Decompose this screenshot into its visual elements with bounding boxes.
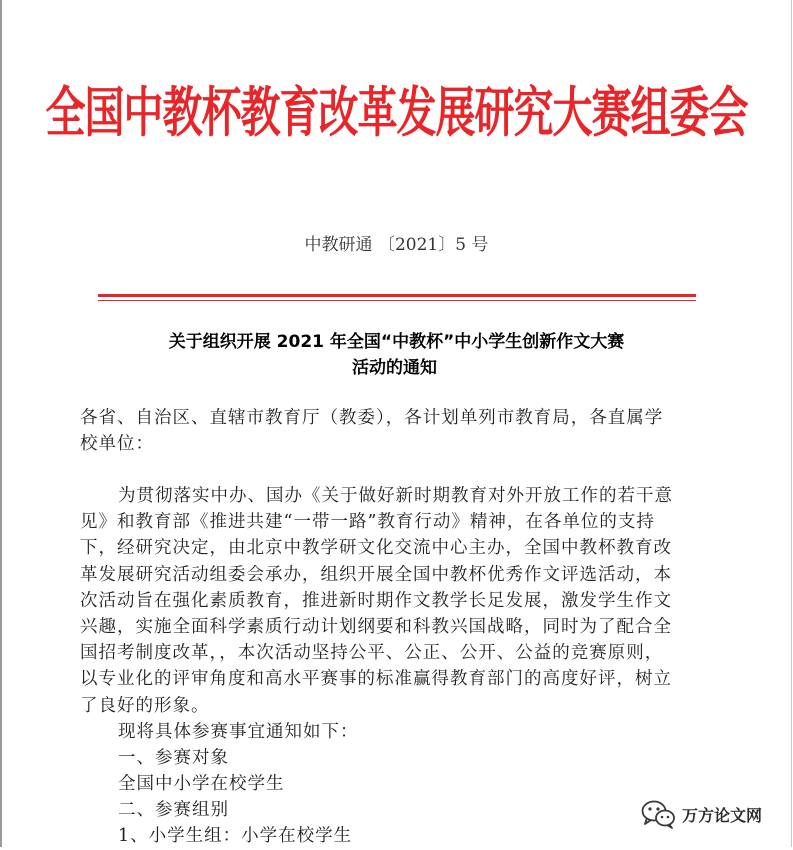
paragraph-line: 下，经研究决定，由北京中教学研文化交流中心主办，全国中教杯教育改 [80, 538, 672, 559]
red-divider-thin [98, 300, 696, 301]
notice-title-line-2: 活动的通知 [352, 358, 437, 378]
notice-title-line-1: 关于组织开展 2021 年全国“中教杯”中小学生创新作文大赛 [168, 332, 625, 352]
section-heading-groups: 二、参赛组别 [118, 800, 229, 821]
wechat-icon [640, 798, 676, 830]
document-number: 中教研通 〔2021〕5 号 [304, 235, 489, 255]
red-divider-thick [98, 294, 696, 297]
notice-title [0, 329, 793, 381]
paragraph-line: 以专业化的评审角度和高水平赛事的标准赢得教育部门的高度好评，树立 [80, 669, 672, 690]
body-content [80, 483, 720, 850]
paragraph-line: 兴趣，实施全面科学素质行动计划纲要和科教兴国战略，同时为了配合全 [80, 616, 672, 637]
paragraph-line: 为贯彻落实中办、国办《关于做好新时期教育对外开放工作的若干意 [118, 486, 673, 506]
source-watermark [640, 798, 762, 830]
organization-header-title: 全国中教杯教育改革发展研究大赛组委会 [45, 82, 748, 145]
section-heading-participants: 一、参赛对象 [118, 747, 229, 768]
section-item-primary-group: 1、小学生组：小学在校学生 [118, 826, 353, 847]
paragraph-line: 革发展研究活动组委会承办，组织开展全国中教杯优秀作文评选活动，本 [80, 564, 672, 585]
addressee-line: 各省、自治区、直辖市教育厅（教委），各计划单列市教育局，各直属学 [80, 408, 664, 428]
addressee-line: 校单位： [80, 434, 154, 455]
section-content-participants: 全国中小学在校学生 [118, 774, 285, 795]
paragraph-line: 了良好的形象。 [80, 695, 210, 716]
paragraph-line: 国招考制度改革，，本次活动坚持公平、公正、公开、公益的竞赛原则， [80, 643, 664, 664]
paragraph-line: 见》和教育部《推进共建“一带一路”教育行动》精神，在各单位的支持 [80, 512, 655, 533]
watermark-text: 万方论文网 [682, 805, 763, 825]
intro-line: 现将具体参赛事宜通知如下： [118, 721, 359, 742]
addressee [80, 405, 720, 457]
paragraph-line: 次活动旨在强化素质教育，推进新时期作文教学长足发展，激发学生作文 [80, 590, 672, 611]
